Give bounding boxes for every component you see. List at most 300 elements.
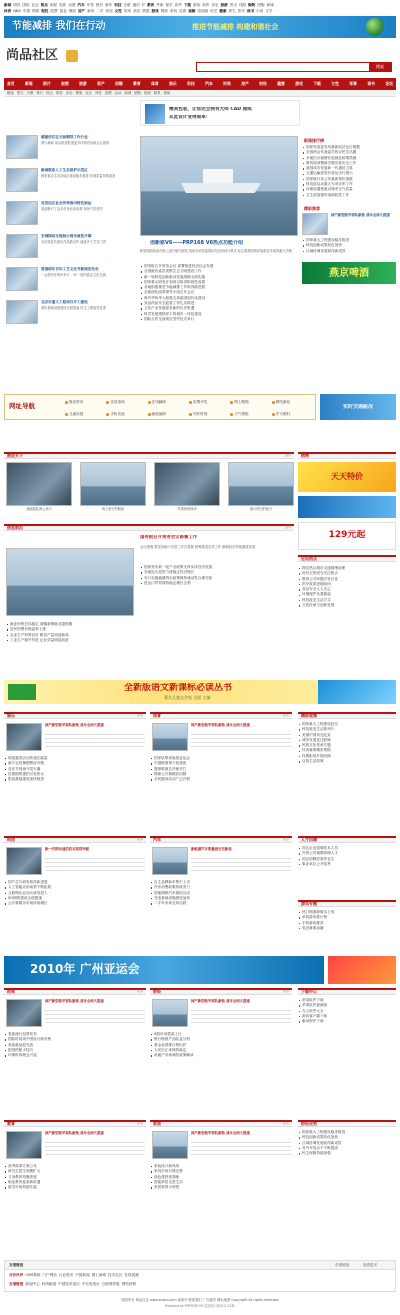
friend-link[interactable]: 门户网站 xyxy=(42,1273,57,1277)
more-link[interactable]: 更多 xyxy=(136,713,143,718)
subnav-item[interactable]: 博客 xyxy=(75,91,83,95)
side-item[interactable]: 科技改变生活系列片 xyxy=(298,727,396,732)
side-item[interactable]: 民族文化传承专题 xyxy=(298,743,396,748)
top-sub-link[interactable]: 医疗 xyxy=(237,8,245,13)
shop-ad-3[interactable] xyxy=(298,522,396,550)
news-thumb[interactable] xyxy=(6,267,38,291)
section-head[interactable]: 国产新型装甲部队新装 战车全面大提速 xyxy=(191,1131,250,1135)
more-link[interactable]: 更多 xyxy=(282,837,289,842)
top-sub-link[interactable]: 电影 xyxy=(59,3,67,7)
side-item[interactable]: 游戏客户端下载 xyxy=(298,1014,396,1019)
section-item[interactable]: 二手车市场交易活跃 xyxy=(150,901,292,906)
section-item[interactable]: 人民币汇率保持稳定 xyxy=(150,1048,292,1053)
top-sub-link[interactable]: 留学 xyxy=(165,3,173,7)
top-sub-link[interactable]: 养生 xyxy=(228,8,236,13)
nav-item-4[interactable]: 旅游 xyxy=(79,80,87,86)
side-ad-mid[interactable] xyxy=(328,956,396,984)
site-nav-link[interactable] xyxy=(189,398,230,406)
section-thumb[interactable] xyxy=(152,723,188,751)
rank-item[interactable]: 卫生部加强传染病防控工作 xyxy=(302,193,396,198)
forum-item[interactable]: 环境保护从我做起 xyxy=(298,592,396,597)
center-news-item[interactable]: 食品药品安全监管工作扎实推进 xyxy=(140,301,298,306)
nav-item-5[interactable]: 资产 xyxy=(97,80,105,86)
subnav-item[interactable]: 联系 xyxy=(153,91,161,95)
nav-item-6[interactable]: 招聘 xyxy=(115,80,123,86)
top-cat-link[interactable]: 下载 xyxy=(183,3,192,7)
top-sub-link[interactable]: 新车 xyxy=(105,3,113,7)
forum-item[interactable]: 网友热议城市交通拥堵治理 xyxy=(298,566,396,571)
book-ad[interactable] xyxy=(4,680,396,704)
section-thumb[interactable] xyxy=(152,1131,188,1159)
rank-item[interactable]: 教育部部署新学期学校安全工作 xyxy=(302,161,396,166)
section-head[interactable]: 国产新型装甲部队新装 战车全面大提速 xyxy=(191,723,250,727)
top-sub-link[interactable]: 家居 xyxy=(105,8,113,13)
subnav-item[interactable]: 评论 xyxy=(65,91,73,95)
top-sub-link[interactable]: 国内 xyxy=(13,3,21,7)
jingcai-item[interactable]: 区域协调发展取得新成效 xyxy=(302,249,396,254)
search-input[interactable] xyxy=(197,63,369,71)
research-photo[interactable] xyxy=(6,548,134,616)
more-link[interactable]: 更多 xyxy=(282,713,289,718)
section-item[interactable]: 美妆新品抢先看 xyxy=(4,1043,146,1048)
section-item[interactable]: 春夏流行趋势发布 xyxy=(4,1032,146,1037)
rank-item[interactable]: 我国成功发射新一代通信卫星 xyxy=(302,166,396,171)
nav-item-20[interactable]: 读书 xyxy=(367,80,375,86)
nav-item-19[interactable]: 军事 xyxy=(349,80,357,86)
subnav-item[interactable]: 团购 xyxy=(134,91,141,95)
nav-item-3[interactable]: 视频 xyxy=(61,80,69,86)
view-more-link[interactable]: 查看更多 xyxy=(363,1263,378,1267)
rank-item[interactable]: 全国两会代表委员热议民生话题 xyxy=(302,150,396,155)
nav-item-2[interactable]: 图片 xyxy=(43,80,51,86)
subnav-item[interactable]: 问答 xyxy=(95,91,102,95)
section-item[interactable]: 国家队集训备战亚运会 xyxy=(150,756,292,761)
section-head[interactable]: 新能源汽车销量创历史新高 xyxy=(191,847,232,851)
feature-caption[interactable]: 创新驱V6——PRP168 V6热点功能介绍 xyxy=(150,240,244,246)
photo-card[interactable] xyxy=(228,462,294,514)
section-item[interactable]: 高考改革方案公布 xyxy=(4,1164,146,1169)
photo-card[interactable] xyxy=(80,462,146,514)
side-item[interactable]: 杀毒软件最新版 xyxy=(298,1003,396,1008)
subnav-item[interactable]: 社区 xyxy=(85,91,93,95)
news-title[interactable]: 香港明年百年工艺文化节新闻发布会 xyxy=(41,267,99,271)
top-sub-link[interactable]: 股票 xyxy=(50,8,58,13)
section-head[interactable]: 国产新型装甲部队新装 战车全面大提速 xyxy=(45,999,104,1003)
research-item[interactable]: 居民消费价格温和上涨 xyxy=(6,627,134,632)
section-item[interactable]: 人工智能应用场景不断拓展 xyxy=(4,885,146,890)
friend-link[interactable]: 在线视频 xyxy=(124,1273,139,1277)
news-title[interactable]: 吴世法在社会各界推出特色展品 xyxy=(41,201,92,205)
section-item[interactable]: 影视基地建设加快推进 xyxy=(4,777,146,782)
top-sub-link[interactable]: 社会 xyxy=(31,3,39,7)
center-news-item[interactable]: 全国政协委员视察生态文明建设工作 xyxy=(140,269,298,274)
research-item[interactable]: 工业生产稳中有进 企业效益明显改善 xyxy=(6,638,134,643)
photo-caption[interactable]: 港口停泊的船只 xyxy=(249,507,273,511)
more-link[interactable]: 更多 xyxy=(282,989,289,994)
friend-link[interactable]: 新闻中心 xyxy=(25,1282,40,1286)
jingcai-item[interactable]: 科技创新成果转化加快 xyxy=(302,243,396,248)
friend-link[interactable]: 网络营销 xyxy=(121,1282,136,1286)
friend-link[interactable]: 中国技术论坛 xyxy=(58,1282,80,1286)
subnav-item[interactable]: 商城 xyxy=(124,91,132,95)
side-item[interactable]: 办公软件大全 xyxy=(298,1009,396,1014)
rank-item[interactable]: 科技部启动重大专项评审工作 xyxy=(302,182,396,187)
nav-item-9[interactable]: 娱乐 xyxy=(169,80,177,86)
site-nav-link[interactable] xyxy=(65,410,106,418)
center-news-item[interactable]: 海外华侨华人积极支持祖国现代化建设 xyxy=(140,296,298,301)
forum-item[interactable]: 科技改变生活方式 xyxy=(298,598,396,603)
top-cat-link[interactable]: 财经 xyxy=(41,8,49,13)
beer-ad[interactable] xyxy=(302,262,396,284)
center-news-item[interactable]: 文化产业发展迎来新的历史机遇 xyxy=(140,306,298,311)
side-item[interactable]: 经典影视片段回顾 xyxy=(298,754,396,759)
friend-link[interactable]: 技术社区 xyxy=(107,1273,123,1277)
top-sub-link[interactable]: 景点 xyxy=(229,3,237,7)
photo-thumb[interactable] xyxy=(6,462,72,506)
photo-caption[interactable]: 战舰编队海上演习 xyxy=(26,507,52,511)
news-title[interactable]: 新闻联系人工生态保护示范区 xyxy=(41,168,88,172)
section-item[interactable]: 中超联赛第十轮战报 xyxy=(150,761,292,766)
section-item[interactable]: 义务教育均衡发展 xyxy=(4,1175,146,1180)
forum-item[interactable]: 房价走势成为关注焦点 xyxy=(298,571,396,576)
section-item[interactable]: 经典剧集重拍引发热议 xyxy=(4,772,146,777)
section-thumb[interactable] xyxy=(6,723,42,751)
side-item[interactable]: 热门网游新版本上线 xyxy=(298,910,396,915)
subnav-item[interactable]: 投票 xyxy=(104,91,112,95)
nav-item-13[interactable]: 房产 xyxy=(241,80,249,86)
top-sub-link[interactable]: 报价 xyxy=(95,3,104,7)
shop-ad-1[interactable] xyxy=(298,462,396,492)
top-sub-link[interactable]: 音乐 xyxy=(211,3,219,7)
side-item[interactable]: 对外开放水平不断提高 xyxy=(298,1146,396,1151)
center-news-item[interactable]: 国务院召开常务会议 部署推进经济社会发展 xyxy=(140,264,298,269)
top-sub-link[interactable]: 二手 xyxy=(96,8,104,13)
photo-thumb[interactable] xyxy=(154,462,220,506)
apply-link[interactable]: 申请链接 xyxy=(335,1263,350,1267)
jingcai-head[interactable]: 国产新型装甲部队新装 战车全面大提速 xyxy=(331,213,390,217)
nav-item-0[interactable]: 首页 xyxy=(7,80,15,86)
top-sub-link[interactable]: 软件 xyxy=(202,3,210,7)
section-item[interactable]: 国际时装周中国设计师亮相 xyxy=(4,1037,146,1042)
top-cat-link[interactable]: 游戏 xyxy=(151,8,159,13)
friend-link[interactable]: 中国新闻 xyxy=(75,1273,90,1277)
nav-item-14[interactable]: 财经 xyxy=(259,80,267,86)
news-thumb[interactable] xyxy=(6,300,38,324)
subnav-item[interactable]: 招商 xyxy=(143,91,151,95)
forum-item[interactable]: 食品安全人人关心 xyxy=(298,587,396,592)
side-item[interactable]: 单机游戏排行榜 xyxy=(298,915,396,920)
top-sub-link[interactable]: 考研 xyxy=(156,3,164,7)
subnav-item[interactable]: 活动 xyxy=(114,91,122,95)
friend-link[interactable]: 网上商城 xyxy=(91,1273,106,1277)
subnav-item[interactable]: 热点 xyxy=(46,91,53,95)
news-title[interactable]: 宏城网站交流展示周年展览开幕 xyxy=(41,234,92,238)
top-sub-link[interactable]: 新房 xyxy=(87,8,95,13)
center-news-item[interactable]: 国际合作交流项目签约仪式举行 xyxy=(140,317,298,322)
section-head[interactable]: 新一代移动通信技术取得突破 xyxy=(45,847,90,851)
subnav-item[interactable]: 精选 xyxy=(7,91,14,95)
side-item[interactable]: 国家重大工程建设稳步推进 xyxy=(298,1130,396,1135)
top-sub-link[interactable]: 时尚 xyxy=(123,8,132,13)
section-item[interactable]: 配饰搭配小技巧 xyxy=(4,1048,146,1053)
top-cat-link[interactable]: 教育 xyxy=(147,3,155,7)
nav-item-15[interactable]: 健康 xyxy=(277,80,285,86)
side-item[interactable]: 手机游戏推荐 xyxy=(298,921,396,926)
shop-ad-2[interactable] xyxy=(298,496,396,518)
top-sub-link[interactable]: 页游 xyxy=(179,8,187,13)
top-sub-link[interactable]: 单机 xyxy=(169,8,177,13)
side-item[interactable]: 知名企业招聘技术人员 xyxy=(298,846,396,851)
subnav-item[interactable]: 帮助 xyxy=(163,91,171,95)
rank-item[interactable]: 国家发改委发布最新经济运行数据 xyxy=(302,145,396,150)
section-head[interactable]: 国产新型装甲部队新装 战车全面大提速 xyxy=(45,723,104,727)
section-item[interactable]: 5G网络建设全面提速 xyxy=(4,896,146,901)
top-sub-link[interactable]: 高考 xyxy=(174,3,182,7)
top-sub-link[interactable]: 文学 xyxy=(265,8,273,13)
research-item[interactable]: 进出口贸易保持稳定增长态势 xyxy=(140,581,294,586)
section-item[interactable]: 家具市场行情走势 xyxy=(150,1169,292,1174)
section-head[interactable]: 国产新型装甲部队新装 战车全面大提速 xyxy=(191,999,250,1003)
section-item[interactable]: 国产芯片研发取得新进展 xyxy=(4,880,146,885)
site-nav-link[interactable] xyxy=(148,398,189,406)
research-head[interactable]: 国务院召开常务会议部署工作 xyxy=(140,535,198,540)
nav-item-10[interactable]: 科技 xyxy=(187,80,195,86)
section-item[interactable]: 家居收纳小妙招 xyxy=(150,1185,292,1190)
center-news-item[interactable]: 全面深化改革领导小组召开会议 xyxy=(140,290,298,295)
section-item[interactable]: 充电基础设施建设加快 xyxy=(150,896,292,901)
site-nav-link[interactable] xyxy=(106,410,147,418)
side-item[interactable]: 常用软件下载 xyxy=(298,998,396,1003)
news-thumb[interactable] xyxy=(6,135,38,159)
side-item[interactable]: 美丽中国风光纪录 xyxy=(298,733,396,738)
friend-link[interactable]: 互联网导航 xyxy=(101,1282,120,1286)
top-sub-link[interactable]: 动漫 xyxy=(68,3,76,7)
side-item[interactable]: 体育赛事精彩集锦 xyxy=(298,748,396,753)
nav-item-17[interactable]: 下载 xyxy=(313,80,321,86)
traffic-ad[interactable] xyxy=(320,394,396,420)
section-thumb[interactable] xyxy=(152,847,188,875)
top-sub-link[interactable]: 网球 xyxy=(32,8,40,13)
side-item[interactable]: 国企招聘应届毕业生 xyxy=(298,857,396,862)
top-cat-link[interactable]: 购物 xyxy=(248,3,256,7)
top-cat-link[interactable]: 新闻 xyxy=(4,3,12,7)
side-item[interactable]: 民生保障持续加强 xyxy=(298,1151,396,1156)
top-sub-link[interactable]: 团购 xyxy=(257,3,265,7)
section-item[interactable]: 篮球联赛总决赛开打 xyxy=(150,767,292,772)
friend-link[interactable]: 中央电视台 xyxy=(81,1282,100,1286)
research-item[interactable]: 各地加大投资力度稳定经济增长 xyxy=(140,570,294,575)
side-item[interactable]: 区域协调发展取得新成效 xyxy=(298,1141,396,1146)
top-sub-link[interactable]: 情感 xyxy=(142,8,150,13)
nav-item-8[interactable]: 体育 xyxy=(151,80,159,86)
top-sub-link[interactable]: 网游 xyxy=(160,8,168,13)
site-nav-link[interactable] xyxy=(230,410,271,418)
site-nav-link[interactable] xyxy=(272,398,313,406)
center-news-item[interactable]: 各地积极推进节能减排工作取得新进展 xyxy=(140,285,298,290)
research-item[interactable]: 就业形势总体稳定 城镇新增就业超预期 xyxy=(6,622,134,627)
logo[interactable] xyxy=(6,44,80,72)
more-link[interactable]: 更多 xyxy=(282,1121,289,1126)
side-item[interactable]: 事业单位公开招考 xyxy=(298,862,396,867)
top-sub-link[interactable]: 国际 xyxy=(22,3,30,7)
site-nav-link[interactable] xyxy=(148,410,189,418)
top-sub-link[interactable]: 电视剧 xyxy=(197,8,209,13)
section-item[interactable]: 云计算服务市场持续增长 xyxy=(4,901,146,906)
photo-thumb[interactable] xyxy=(80,462,146,506)
top-sub-link[interactable]: 中超 xyxy=(22,8,30,13)
top-cat-link[interactable]: 体育 xyxy=(4,8,12,13)
top-sub-link[interactable]: 游戏 xyxy=(193,3,201,7)
top-sub-link[interactable]: 线路 xyxy=(238,3,247,7)
top-sub-link[interactable]: 明星 xyxy=(49,3,58,7)
eco-banner[interactable] xyxy=(4,16,396,38)
top-sub-link[interactable]: 基金 xyxy=(59,8,67,13)
photo-card[interactable] xyxy=(6,462,72,514)
rank-item[interactable]: 多地出台稳增长促就业政策措施 xyxy=(302,156,396,161)
news-title[interactable]: 北京市重大工程项目开工建设 xyxy=(41,300,88,304)
search-button[interactable]: 搜索 xyxy=(369,63,391,71)
section-item[interactable]: 网球公开赛精彩回顾 xyxy=(150,772,292,777)
research-item[interactable]: 国家发布新一轮产业政策支持实体经济发展 xyxy=(140,565,294,570)
rank-item[interactable]: 交通运输部发布春运出行提示 xyxy=(302,171,396,176)
friend-link[interactable]: 时尚频道 xyxy=(41,1282,57,1286)
asian-games-banner[interactable] xyxy=(4,956,324,984)
news-thumb[interactable] xyxy=(6,234,38,258)
side-item[interactable]: 电竞赛事直播 xyxy=(298,926,396,931)
section-item[interactable]: 基金业绩排行榜出炉 xyxy=(150,1043,292,1048)
more-link[interactable]: 更多 xyxy=(136,837,143,842)
subnav-item[interactable]: 专题 xyxy=(26,91,34,95)
section-item[interactable]: 互联网企业加大研发投入 xyxy=(4,891,146,896)
friend-link[interactable]: CMS系统 xyxy=(25,1273,41,1277)
site-nav-link[interactable] xyxy=(189,410,230,418)
site-nav-link[interactable] xyxy=(230,398,271,406)
section-item[interactable]: 绿色建材受青睐 xyxy=(150,1175,292,1180)
section-item[interactable]: 全民健身活动广泛开展 xyxy=(150,777,292,782)
section-item[interactable]: 房地产市场调控政策解读 xyxy=(150,1053,292,1058)
nav-item-18[interactable]: 女性 xyxy=(331,80,339,86)
top-cat-link[interactable]: 健康 xyxy=(219,8,227,13)
top-sub-link[interactable]: 理财 xyxy=(68,8,76,13)
top-sub-link[interactable]: 互联 xyxy=(123,3,131,7)
section-item[interactable]: 银行理财产品收益分析 xyxy=(150,1037,292,1042)
more-link[interactable]: 更多 xyxy=(284,453,291,458)
center-news-item[interactable]: 国家重点研发计划项目取得阶段性成果 xyxy=(140,280,298,285)
section-item[interactable]: 新片定档暑期票房可期 xyxy=(4,761,146,766)
side-item[interactable]: 科技创新成果转化加快 xyxy=(298,1135,396,1140)
site-nav-link[interactable] xyxy=(272,410,313,418)
nav-item-12[interactable]: 时尚 xyxy=(223,80,231,86)
more-link[interactable]: 更多 xyxy=(136,1121,143,1126)
top-cat-link[interactable]: 娱乐 xyxy=(40,3,48,7)
jingcai-item[interactable]: 国家重大工程建设稳步推进 xyxy=(302,238,396,243)
section-item[interactable]: 自主品牌新车集中上市 xyxy=(150,880,292,885)
top-sub-link[interactable]: 商城 xyxy=(266,3,274,7)
section-item[interactable]: 研究生招生规模扩大 xyxy=(4,1169,146,1174)
section-item[interactable]: 家装设计新风尚 xyxy=(150,1164,292,1169)
top-sub-link[interactable]: 美容 xyxy=(133,8,141,13)
section-thumb[interactable] xyxy=(152,999,188,1027)
subnav-item[interactable]: 图文 xyxy=(16,91,24,95)
section-item[interactable]: 环保时尚理念兴起 xyxy=(4,1053,146,1058)
top-sub-link[interactable]: 综艺 xyxy=(210,8,218,13)
photo-caption[interactable]: 海上航行的舰船 xyxy=(101,507,125,511)
photo-card[interactable] xyxy=(154,462,220,514)
top-cat-link[interactable]: 旅游 xyxy=(220,3,228,7)
rank-item[interactable]: 国家统计局公布最新物价指数 xyxy=(302,177,396,182)
news-title[interactable]: 感谢你们在石油钢铁工作行业 xyxy=(41,135,88,139)
section-thumb[interactable] xyxy=(6,847,42,875)
nav-item-11[interactable]: 汽车 xyxy=(205,80,213,86)
feature-photo[interactable] xyxy=(140,136,298,236)
top-cat-link[interactable]: 房产 xyxy=(77,8,86,13)
site-nav-link[interactable] xyxy=(65,398,106,406)
top-sub-link[interactable]: NBA xyxy=(13,8,21,13)
news-thumb[interactable] xyxy=(6,168,38,192)
top-cat-link[interactable]: 视频 xyxy=(188,8,196,13)
side-item[interactable]: 城市发展变迁影像 xyxy=(298,738,396,743)
nav-item-7[interactable]: 教育 xyxy=(133,80,141,86)
top-cat-link[interactable]: 读书 xyxy=(246,8,255,13)
section-item[interactable]: 汽车消费政策持续发力 xyxy=(150,885,292,890)
section-item[interactable]: 智能网联汽车测试启动 xyxy=(150,891,292,896)
center-news-item[interactable]: 科学发展观指导下的城乡一体化建设 xyxy=(140,312,298,317)
side-item[interactable]: 外资公司诚聘管理人才 xyxy=(298,851,396,856)
section-thumb[interactable] xyxy=(6,999,42,1027)
friend-link[interactable]: 行业资讯 xyxy=(58,1273,74,1277)
top-sub-link[interactable]: 车型 xyxy=(86,3,94,7)
top-sub-link[interactable]: IT xyxy=(141,3,146,7)
top-sub-link[interactable]: 通信 xyxy=(132,3,140,7)
side-item[interactable]: 国家重大工程建设纪实 xyxy=(298,722,396,727)
subnav-item[interactable]: 排行 xyxy=(36,91,44,95)
jingcai-photo[interactable] xyxy=(302,213,328,235)
top-sub-link[interactable]: 小说 xyxy=(256,8,264,13)
nav-item-16[interactable]: 游戏 xyxy=(295,80,303,86)
section-item[interactable]: 音乐节现场气氛火爆 xyxy=(4,767,146,772)
side-item[interactable]: 驱动程序下载 xyxy=(298,1019,396,1024)
more-link[interactable]: 更多 xyxy=(136,989,143,994)
photo-thumb[interactable] xyxy=(228,462,294,506)
forum-item[interactable]: 教育公平问题引发讨论 xyxy=(298,577,396,582)
cad-ad[interactable] xyxy=(140,100,300,126)
section-item[interactable]: 职业教育迎来新机遇 xyxy=(4,1180,146,1185)
photo-caption[interactable]: 军事演练现场 xyxy=(177,507,197,511)
top-cat-link[interactable]: 科技 xyxy=(114,3,122,7)
more-link[interactable]: 更多 xyxy=(284,525,291,530)
section-item[interactable]: A股市场震荡上行 xyxy=(150,1032,292,1037)
news-thumb[interactable] xyxy=(6,201,38,225)
section-item[interactable]: 智能家居走进生活 xyxy=(150,1180,292,1185)
rank-item[interactable]: 环保部通报重点城市空气质量 xyxy=(302,187,396,192)
section-head[interactable]: 国产新型装甲部队新装 战车全面大提速 xyxy=(45,1131,104,1135)
section-item[interactable]: 留学市场持续升温 xyxy=(4,1185,146,1190)
research-item[interactable]: 农业生产形势良好 粮食产量再创新高 xyxy=(6,633,134,638)
research-item[interactable]: 央行实施稳健货币政策保持流动性合理充裕 xyxy=(140,576,294,581)
site-nav-link[interactable] xyxy=(106,398,147,406)
nav-item-1[interactable]: 新闻 xyxy=(25,80,33,86)
top-cat-link[interactable]: 汽车 xyxy=(77,3,85,7)
forum-item[interactable]: 文化传承与创新发展 xyxy=(298,603,396,608)
side-item[interactable]: 百姓生活故事 xyxy=(298,759,396,764)
nav-item-21[interactable]: 论坛 xyxy=(385,80,393,86)
section-item[interactable]: 明星慈善活动传递正能量 xyxy=(4,756,146,761)
section-thumb[interactable] xyxy=(6,1131,42,1159)
center-news-item[interactable]: 新一轮科技创新驱动发展战略全面实施 xyxy=(140,275,298,280)
top-cat-link[interactable]: 女性 xyxy=(114,8,122,13)
subnav-item[interactable]: 推荐 xyxy=(55,91,63,95)
forum-item[interactable]: 医疗改革进展如何 xyxy=(298,582,396,587)
